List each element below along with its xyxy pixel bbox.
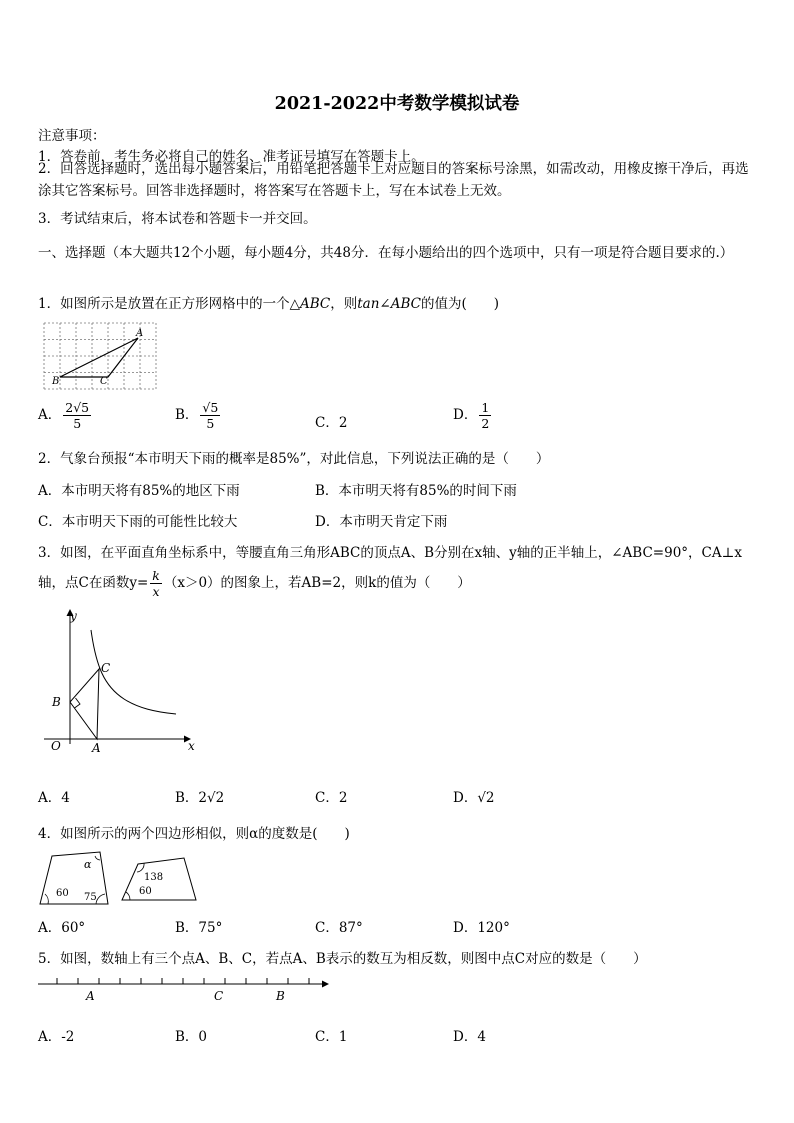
q1-stem-a: 1．如图所示是放置在正方形网格中的一个 — [38, 296, 290, 312]
q3-option-d: D．√2 — [453, 790, 495, 806]
q1-option-a-label: A． — [38, 407, 62, 423]
q1-option-b — [175, 400, 222, 431]
q3-label-a: A — [92, 741, 101, 755]
q4-option-c: C．87° — [315, 920, 363, 936]
q5-option-a: A．-2 — [38, 1029, 75, 1045]
q1-label-c: C — [100, 376, 108, 387]
q1-label-a: A — [136, 328, 144, 339]
q1-stem-b: ，则 — [330, 296, 358, 312]
q3-right-angle-mark — [75, 698, 81, 708]
page-title: 2021-2022中考数学模拟试卷 — [274, 94, 520, 114]
q5-ticks — [57, 978, 309, 984]
q3-triangle-abc — [70, 669, 99, 739]
q4-label-60-right: 60 — [139, 886, 152, 897]
q2-option-a: A．本市明天将有85%的地区下雨 — [38, 483, 240, 499]
q1-option-d-den: 2 — [481, 416, 490, 431]
q1-grid-figure — [40, 320, 160, 392]
q3-stem-2b: （x＞0）的图象上，若AB=2，则k的值为（ ） — [163, 575, 471, 591]
q3-stem-line-2 — [38, 568, 471, 599]
q1-stem-tan: tan∠ABC — [357, 296, 421, 312]
q1-option-d-label: D． — [453, 407, 478, 423]
q1-option-b-label: B． — [175, 407, 199, 423]
q4-quadrilaterals-figure — [36, 848, 206, 908]
q1-option-b-num: √5 — [202, 400, 219, 415]
q5-number-line-figure — [36, 974, 336, 1006]
q1-option-b-den: 5 — [206, 416, 215, 431]
q4-option-b: B．75° — [175, 920, 223, 936]
q1-option-c-label: C． — [315, 415, 339, 431]
q1-label-b: B — [52, 376, 60, 387]
notice-heading: 注意事项： — [38, 128, 106, 144]
q1-option-a — [38, 400, 93, 431]
q3-label-y: y — [70, 609, 77, 623]
q1-option-d-num: 1 — [481, 400, 490, 415]
q5-option-d: D．4 — [453, 1029, 486, 1045]
q4-option-a: A．60° — [38, 920, 86, 936]
q1-option-a-num: 2√5 — [65, 400, 90, 415]
q5-option-b: B．0 — [175, 1029, 208, 1045]
q4-label-138: 138 — [144, 872, 164, 883]
q3-label-c: C — [101, 661, 111, 675]
q3-stem-2a: 轴，点C在函数y= — [38, 575, 149, 591]
q3-label-o: O — [51, 739, 61, 753]
q3-stem-k: k — [152, 568, 160, 583]
q2-option-b: B．本市明天将有85%的时间下雨 — [315, 483, 517, 499]
notice-item-1: 1．答卷前，考生务必将自己的姓名、准考证号填写在答题卡上。 — [38, 149, 425, 165]
q3-label-b: B — [52, 695, 61, 709]
q5-label-c: C — [214, 989, 224, 1003]
q5-label-b: B — [276, 989, 285, 1003]
q4-label-60-left: 60 — [56, 888, 69, 899]
q4-stem: 4．如图所示的两个四边形相似，则α的度数是( ) — [38, 826, 350, 842]
q3-coordinate-figure — [40, 604, 210, 756]
q5-option-c: C．1 — [315, 1029, 348, 1045]
q3-stem-line-1: 3．如图，在平面直角坐标系中，等腰直角三角形ABC的顶点A、B分别在x轴、y轴的正半轴上，∠ABC=90°，CA⊥x — [38, 545, 742, 561]
section-heading: 一、选择题（本大题共12个小题，每小题4分，共48分．在每小题给出的四个选项中，只有一项是符合题目要求的.） — [38, 245, 734, 261]
q1-option-c-value: 2 — [338, 415, 348, 431]
notice-item-3: 3．考试结束后，将本试卷和答题卡一并交回。 — [38, 211, 317, 227]
q3-option-b: B．2√2 — [175, 790, 225, 806]
q1-stem — [38, 292, 499, 312]
q5-label-a: A — [86, 989, 95, 1003]
q2-option-d: D．本市明天肯定下雨 — [315, 514, 448, 530]
q4-label-75: 75 — [84, 892, 97, 903]
q1-stem-triangle: △ABC — [289, 296, 331, 312]
q3-stem-x: x — [152, 584, 160, 599]
q4-label-alpha: α — [84, 858, 92, 871]
q3-label-x: x — [188, 739, 195, 753]
q1-triangle-abc — [60, 338, 138, 377]
q1-option-a-den: 5 — [73, 416, 82, 431]
q5-stem: 5．如图，数轴上有三个点A、B、C，若点A、B表示的数互为相反数，则图中点C对应的数是（ ） — [38, 951, 647, 967]
q3-option-c: C．2 — [315, 790, 348, 806]
q1-stem-c: 的值为( ) — [420, 296, 500, 312]
q2-option-c: C．本市明天下雨的可能性比较大 — [38, 514, 238, 530]
q1-option-d — [453, 400, 493, 431]
notice-item-2: 2．回答选择题时，选出每小题答案后，用铅笔把答题卡上对应题目的答案标号涂黑，如需改动，用橡皮擦干净后，再选涂其它答案标号。回答非选择题时，将答案写在答题卡上，写在本试卷上无效。 — [38, 161, 749, 199]
q4-option-d: D．120° — [453, 920, 510, 936]
q1-option-c — [315, 411, 347, 431]
q2-stem: 2．气象台预报“本市明天下雨的概率是85%”，对此信息，下列说法正确的是（ ） — [38, 451, 550, 467]
q3-option-a: A．4 — [38, 790, 70, 806]
